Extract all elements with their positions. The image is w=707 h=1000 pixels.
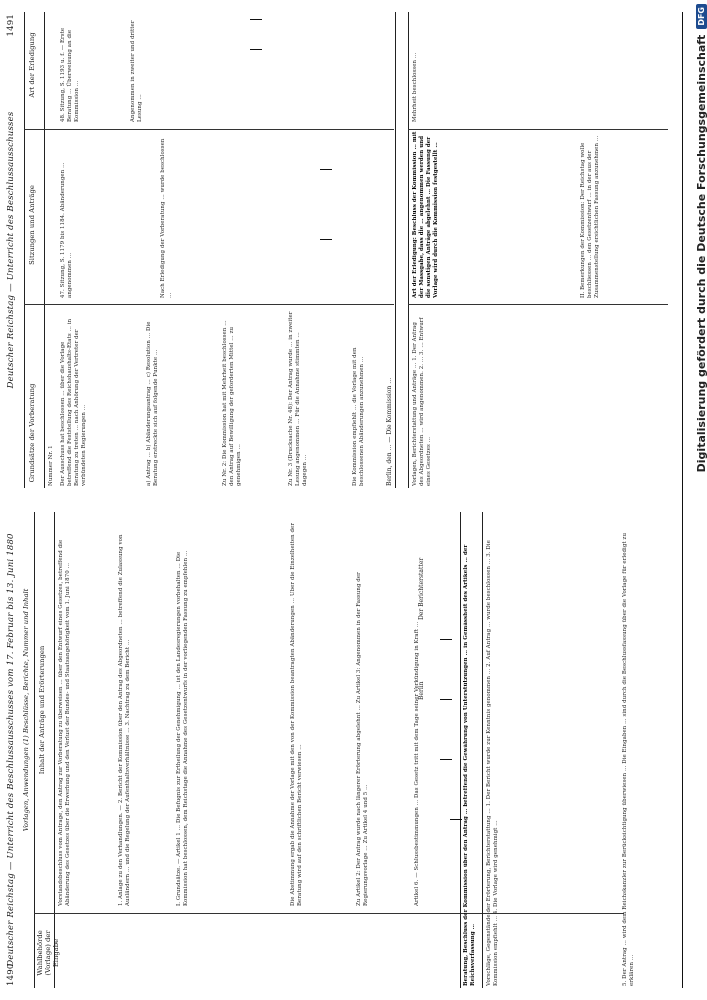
margin-mark: [440, 639, 452, 640]
dfg-watermark-text: Digitalisierung gefördert durch die Deutsche Forschungsgemeinschaft: [694, 34, 707, 473]
right-row-label: Nummer Nr. 1: [48, 445, 54, 486]
right-lower-divider: [408, 129, 668, 130]
margin-mark: [320, 239, 332, 240]
right-block-4: Zu Nr. 3 (Drucksache Nr. 48): Der Antrag wurde … in zweiter Lesung angenommen … Für die Annahme stimmten … dagegen …: [288, 311, 309, 486]
right-signature: Berlin, den … — Die Kommission …: [386, 377, 393, 486]
right-section-rule: [395, 12, 396, 488]
margin-mark: [250, 19, 262, 20]
right-section-rule-2: [408, 12, 409, 488]
right-column-divider: [24, 129, 394, 130]
heading-rule: [54, 512, 55, 988]
right-page-number: 1491: [6, 14, 16, 37]
right-block-1: Der Ausschuss hat beschlossen … über die Vorlage betreffend die Feststellung des Reichshaushalts-Etats … in Beratung zu treten … nach Anhörung der Vertreter der verbündeten Regierungen …: [60, 318, 88, 486]
left-subheader: Vorlagen, Anwendungen (1) Beschlüsse, Berichte, Nummer und Inhalt: [22, 588, 30, 832]
right-col3-heading: Art der Erledigung: [28, 32, 36, 98]
left-page-number: 1490: [6, 963, 16, 986]
left-col2-heading: Inhalt der Anträge und Erörterungen: [38, 645, 46, 775]
right-column-divider: [24, 304, 394, 305]
dfg-watermark: [690, 4, 707, 1000]
right-header-rule: [24, 12, 25, 488]
left-block-3: I. Grundsätze. — Artikel 1 … Die Befugnis zur Ertheilung der Genehmigung … ist den Landesregierungen vorbehalten … Die Kommission hat beschlossen, dem Reichstage die Annahme des Gesetzentwurfs in der vorliegenden Fassung zu empfehlen …: [176, 550, 190, 906]
left-block-5: Zu Artikel 2: Der Antrag wurde nach längerer Erörterung abgelehnt … Zu Artikel 3: Angenommen in der Fassung der Regierungsvorlage … Zu Artikel 4 und 5 …: [356, 572, 370, 906]
right-block-3: Zu Nr. 2: Die Kommission hat mit Mehrheit beschlossen … den Antrag auf Bewilligung der geforderten Mittel … zu genehmigen …: [222, 320, 243, 486]
dfg-logo-icon: DFG: [696, 4, 707, 29]
right-block-8: II. Bemerkungen der Kommission: Der Reichstag wolle beschliessen … den Gesetzentwurf … in der aus der Zusammenstellung ersichtlichen Fassung anzunehmen …: [580, 135, 601, 298]
right-note-3: 48. Sitzung, S. 1193 u. f. — Erste Beratung … Überweisung an die Kommission …: [60, 27, 81, 122]
margin-mark: [450, 819, 462, 820]
right-block-2: a) Antrag … b) Abänderungsantrag … c) Resolution … Die Beratung erstreckte sich auf folgende Punkte …: [146, 321, 160, 486]
right-note-5: Mehrheit beschlossen …: [412, 52, 418, 122]
section-rule-2: [482, 512, 483, 988]
left-block-4: Die Abstimmung ergab die Annahme der Vorlage mit den von der Kommission beantragten Abänderungen … Über die Einzelheiten der Beratung wird auf den schriftlichen Bericht verwiesen …: [290, 522, 304, 906]
right-block-7: Art der Erledigung: Beschluss der Kommission … mit der Massgabe, dass die … angenommen werden und die sonstigen Anträge abgelehnt … Die Fassung der Vorlage wird durch die Kommission festgestellt …: [412, 131, 440, 298]
right-note-2: Nach Erledigung der Vorberatung … wurde beschlossen …: [160, 138, 174, 298]
right-block-5: Die Kommission empfiehlt … die Vorlage mit den beschlossenen Abänderungen anzunehmen …: [352, 347, 366, 486]
left-block-9: 5. Der Antrag … wird dem Reichskanzler zur Berücksichtigung überwiesen … Die Eingaben … sind durch die Beschlussfassung über die Vorlage für erledigt zu erklären …: [622, 532, 636, 986]
right-page: [0, 0, 690, 500]
right-page-header: [6, 14, 20, 486]
left-page-header-title: Deutscher Reichstag — Unterricht des Beschlussausschusses vom 17. Februar bis 13. Juni 1880: [6, 533, 16, 967]
left-page: [0, 500, 690, 1000]
left-signature-place: Berlin: [418, 681, 425, 700]
left-block-2: 1. Anlage zu den Verhandlungen. — 2. Bericht der Kommission über den Antrag des Abgeordneten … betreffend die Zulassung von Ausländern … und die Regelung der Aufenthaltsverhältnisse … 3. Nachtrag zu dem Bericht …: [118, 534, 132, 906]
right-block-6: Vorlagen, Berichterstattung und Anträge … 1. Der Antrag des Abgeordneten … wird angenommen. 2. … 3. … Entwurf eines Gesetzes …: [412, 317, 433, 486]
right-note-1: 47. Sitzung, S. 1179 bis 1184. Abänderungen … angenommen …: [60, 162, 74, 298]
left-block-6: Artikel 6. — Schlussbestimmungen … Das Gesetz tritt mit dem Tage seiner Verkündigung in Kraft …: [414, 621, 420, 906]
header-rule: [34, 512, 35, 988]
margin-mark: [250, 49, 262, 50]
right-page-header-title: Deutscher Reichstag — Unterricht des Beschlussausschusses: [6, 111, 16, 389]
right-note-4: Angenommen in zweiter und dritter Lesung …: [130, 20, 144, 122]
right-heading-rule: [44, 12, 45, 488]
section-rule: [460, 512, 461, 988]
left-page-header: [6, 514, 20, 986]
left-signature-title: Der Berichterstatter: [418, 557, 425, 620]
right-lower-divider: [408, 304, 668, 305]
margin-mark: [440, 699, 452, 700]
left-block-1: Vorstandsbeschluss vom Antrage, den Antrag zur Vorberatung zu überweisen … über den Entwurf eines Gesetzes, betreffend die Abänderung des Gesetzes über die Erwerbung und den Verlust der Bundes- und Staatsangehörigkeit vom 1. Juni 1870 …: [58, 539, 72, 906]
left-block-7: Beratung, Beschluss der Kommission über den Antrag … betreffend die Gewährung von Unterstützungen … in Gemässheit des Artikels … der Reichsverfassung …: [463, 544, 477, 986]
left-block-8: Vorschläge, Gegenstände der Erörterung, Berichterstattung … 1. Der Bericht wurde zur Kenntnis genommen … 2. Auf Antrag … wurde beschlossen … 3. Die Kommission empfiehlt … 4. Die Vorlage wird genehmigt …: [486, 540, 500, 986]
right-col2-heading: Sitzungen und Anträge: [28, 185, 36, 265]
left-col1-heading: Wahlbehörde (Vorlage) der Eingabe: [36, 930, 60, 976]
margin-mark: [440, 759, 452, 760]
margin-mark: [320, 169, 332, 170]
bottom-rule: [682, 12, 683, 988]
right-col1-heading: Grundsätze der Vorberatung: [28, 383, 36, 483]
